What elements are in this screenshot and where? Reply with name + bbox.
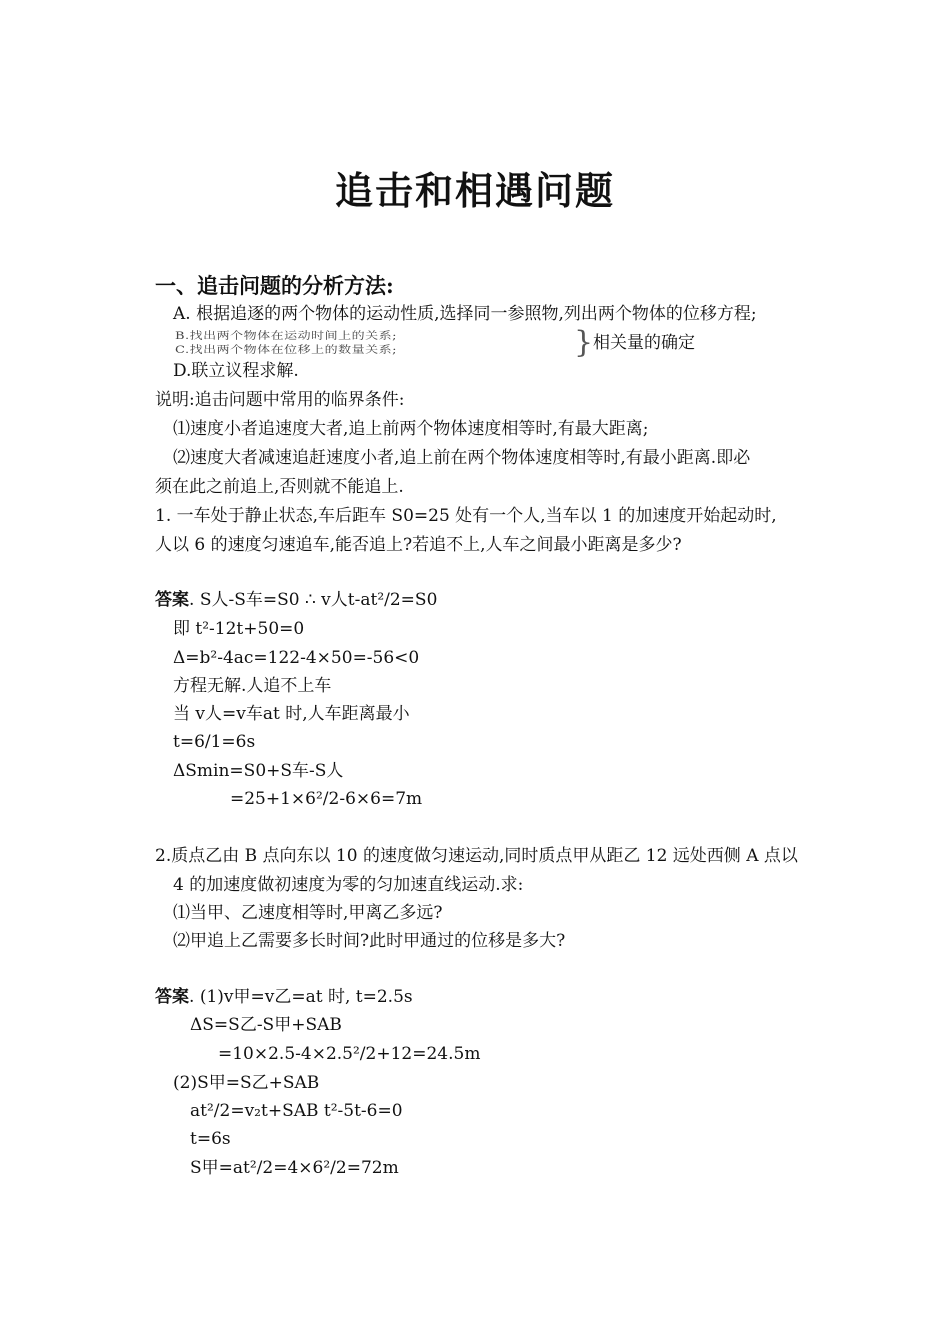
bc-label: 相关量的确定: [593, 333, 695, 353]
steps-bc: [175, 327, 585, 359]
question-2-line-1: 2.质点乙由 B 点向东以 10 的速度做匀速运动,同时质点甲从距乙 12 远处西侧 A 点以: [155, 846, 798, 866]
answer-2-line-2: ΔS=S乙-S甲+SAB: [190, 1015, 342, 1035]
brace-icon: }: [574, 325, 594, 360]
answer-1-line-7: ΔSmin=S0+S车-S人: [173, 761, 344, 781]
answer-label: 答案: [155, 590, 189, 610]
answer-1-line-2: 即 t²-12t+50=0: [173, 619, 305, 639]
answer-1-line-8: =25+1×6²/2-6×6=7m: [230, 789, 423, 809]
answer-2-line-1: 答案. (1)v甲=v乙=at 时, t=2.5s: [155, 987, 413, 1007]
answer-1-eq: S人-S车=S0 ∴ v人t-at²/2=S0: [199, 590, 438, 610]
question-2-line-2: 4 的加速度做初速度为零的匀加速直线运动.求:: [173, 875, 524, 895]
question-1-line-2: 人以 6 的速度匀速追车,能否追上?若追不上,人车之间最小距离是多少?: [155, 535, 682, 555]
step-c: C.找出两个物体在位移上的数量关系;: [175, 344, 397, 357]
page-title: 追击和相遇问题: [334, 169, 615, 213]
answer-label: 答案: [155, 987, 189, 1007]
answer-2-line-5: at²/2=v₂t+SAB t²-5t-6=0: [190, 1101, 403, 1121]
question-2-line-4: ⑵甲追上乙需要多长时间?此时甲通过的位移是多大?: [173, 931, 566, 951]
answer-1-line-3: Δ=b²-4ac=122-4×50=-56<0: [173, 648, 420, 668]
step-a: A. 根据追逐的两个物体的运动性质,选择同一参照物,列出两个物体的位移方程;: [173, 304, 757, 324]
step-b: B.找出两个物体在运动时间上的关系;: [175, 330, 398, 343]
answer-2-line-3: =10×2.5-4×2.5²/2+12=24.5m: [218, 1044, 481, 1064]
condition-2-cont: 须在此之前追上,否则就不能追上.: [155, 477, 404, 497]
step-d: D.联立议程求解.: [173, 361, 299, 381]
section-heading: 一、追击问题的分析方法:: [155, 273, 394, 298]
answer-2-line-6: t=6s: [190, 1129, 231, 1149]
condition-2: ⑵速度大者减速追赶速度小者,追上前在两个物体速度相等时,有最小距离.即必: [173, 448, 751, 468]
answer-1-line-4: 方程无解.人追不上车: [173, 676, 332, 696]
question-1-line-1: 1. 一车处于静止状态,车后距车 S0=25 处有一个人,当车以 1 的加速度开始起动时,: [155, 506, 777, 526]
note-line: 说明:追击问题中常用的临界条件:: [155, 390, 405, 410]
answer-2-line-7: S甲=at²/2=4×6²/2=72m: [190, 1158, 399, 1178]
answer-1-line-6: t=6/1=6s: [173, 732, 256, 752]
question-2-line-3: ⑴当甲、乙速度相等时,甲离乙多远?: [173, 903, 443, 923]
answer-2-line-4: (2)S甲=S乙+SAB: [173, 1073, 320, 1093]
condition-1: ⑴速度小者追速度大者,追上前两个物体速度相等时,有最大距离;: [173, 419, 649, 439]
answer-1-line-1: 答案. S人-S车=S0 ∴ v人t-at²/2=S0: [155, 590, 438, 610]
answer-2-eq: (1)v甲=v乙=at 时, t=2.5s: [199, 987, 413, 1007]
answer-1-line-5: 当 v人=v车at 时,人车距离最小: [173, 704, 410, 724]
